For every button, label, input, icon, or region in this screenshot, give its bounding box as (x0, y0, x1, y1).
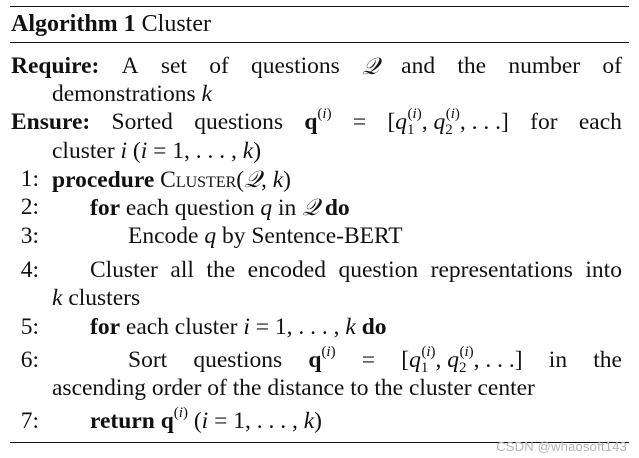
step-2-number: 2: (20, 194, 39, 220)
step-6-cont: ascending order of the distance to the cluster center (52, 375, 535, 401)
step-3-number: 3: (20, 223, 39, 249)
algorithm-title (11, 7, 211, 41)
step-2: for each question q in 𝒬 do (90, 193, 350, 221)
step-6: Sort questions $q^{(i)}$ = [$q_1^{(i)}$, $q_2^{(i)}$, . . .] in the (128, 344, 622, 376)
step-5-number: 5: (20, 314, 39, 340)
step-6-number: 6: (20, 347, 39, 373)
title-rule (10, 42, 629, 43)
step-4: Cluster all the encoded question representations into (90, 257, 622, 283)
ensure-line-2: cluster i (i = 1, . . . , k) (52, 138, 262, 164)
step-1-number: 1: (20, 166, 39, 192)
step-7: return $q^{(i)}$ (i = 1, . . . , k) (90, 405, 322, 434)
ensure-line-1: Ensure: Sorted questions $q^{(i)}$ = [$q_1^{(i)}$, $q_2^{(i)}$, . . .] for each (11, 106, 622, 138)
require-keyword: Require: (11, 53, 100, 79)
algorithm-label: Algorithm 1 (11, 11, 136, 37)
step-4-cont: k clusters (52, 285, 141, 311)
algorithm-name: Cluster (141, 11, 211, 37)
step-4-number: 4: (20, 257, 39, 283)
step-1: procedure Cluster(𝒬, k) (52, 165, 291, 193)
watermark: CSDN @whaosoft143 (496, 439, 627, 454)
step-5: for each cluster i = 1, . . . , k do (90, 314, 387, 340)
require-line-2: demonstrations k (52, 81, 212, 107)
step-3: Encode q by Sentence-BERT (128, 223, 403, 249)
step-7-number: 7: (20, 408, 39, 434)
require-line-1: Require: A set of questions 𝒬 and the number of (11, 52, 622, 80)
ensure-keyword: Ensure: (11, 109, 91, 135)
